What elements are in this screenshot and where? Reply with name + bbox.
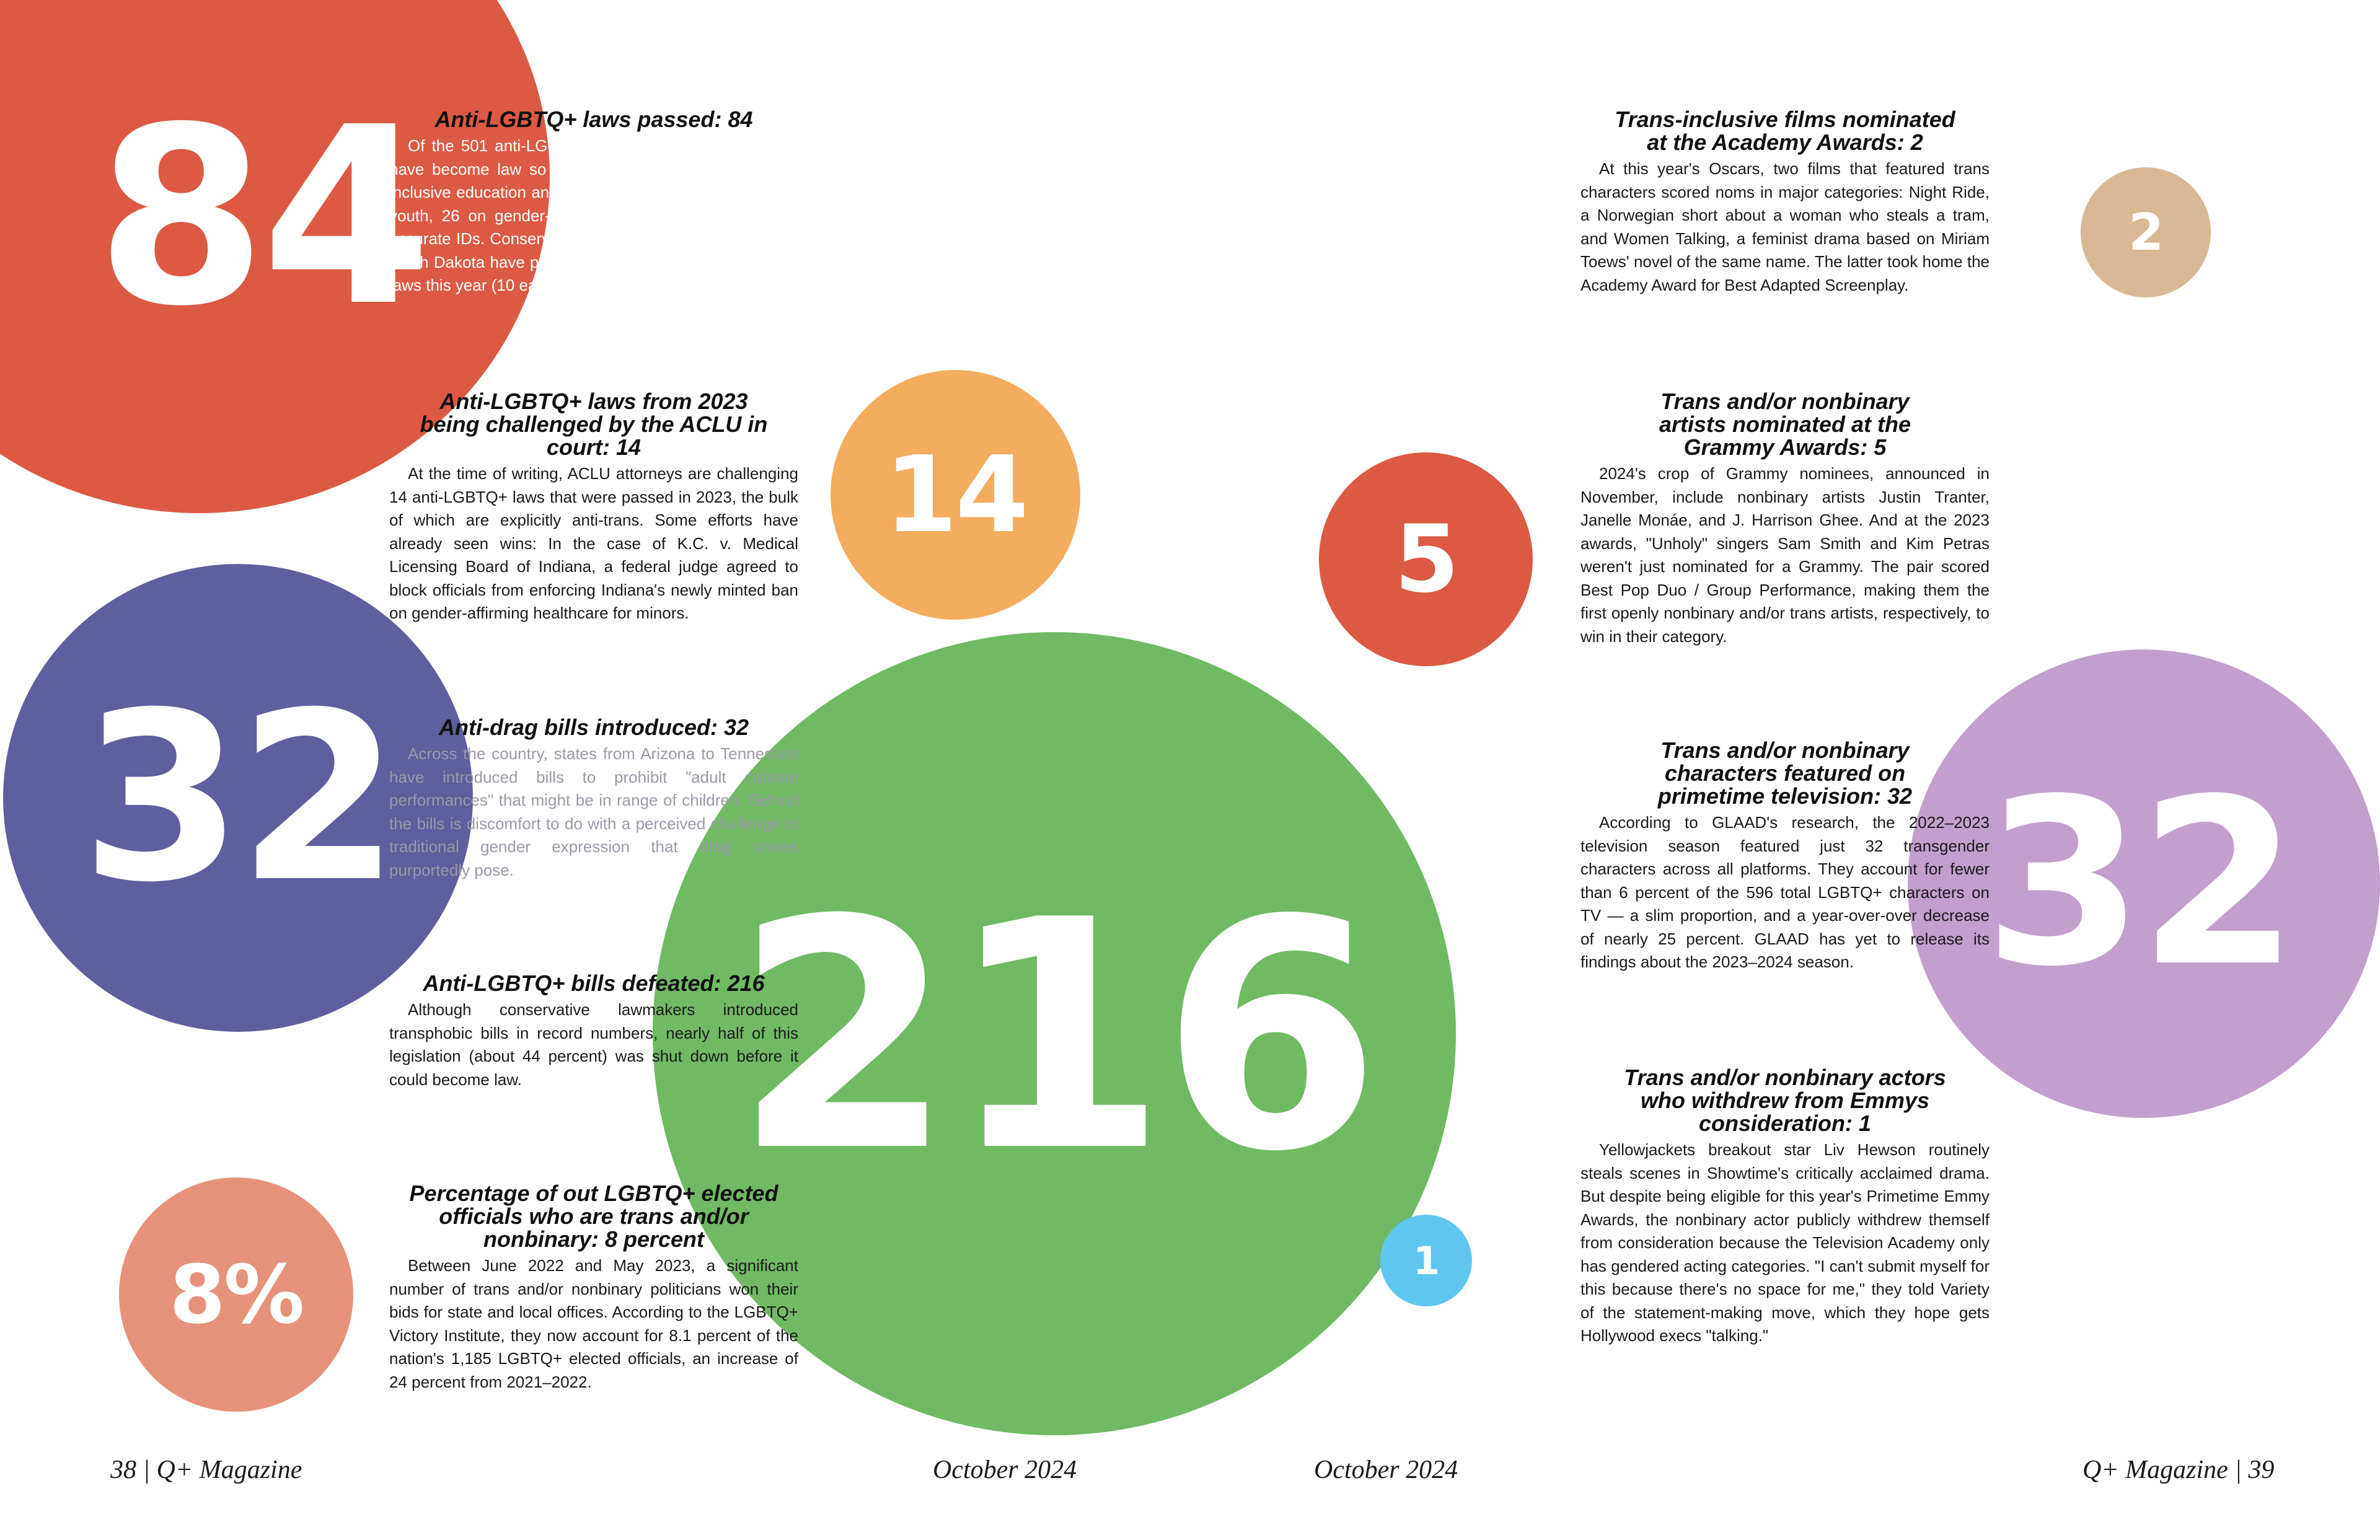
right-block-grammy-awards-title: Trans and/or nonbinary artists nominated at the Grammy Awards: 5 [1659,389,1911,460]
right-block-grammy-awards-body: 2024's crop of Grammy nominees, announced in November, include nonbinary artists Justin Tranter, Janelle Monáe, and J. Harrison Ghee. And at the 2023 awards, "Unholy" singers Sam Smith and Kim Petras weren't just nominated for a Grammy. The pair scored Best Pop Duo / Group Performance, making them the first openly nonbinary and/or trans artists, respectively, to win in their category. [1580,464,1990,646]
left-block-elected-officials [389,1182,798,1394]
left-block-elected-officials-body: Between June 2022 and May 2023, a significant number of trans and/or nonbinary politicians won their bids for state and local offices. According to the LGBTQ+ Victory Institute, they now account for 8.1 percent of the nation's 1,185 LGBTQ+ elected officials, an increase of 24 percent from 2021–2022. [389,1256,798,1391]
stat-1-number: 1 [1413,1238,1439,1283]
right-page-folio: Q+ Magazine | 39 [2082,1456,2275,1484]
right-block-emmys-title: Trans and/or nonbinary actors who withdrew from Emmys consideration: 1 [1624,1065,1946,1136]
left-block-bills-defeated [389,972,798,1091]
left-block-aclu-challenges-title: Anti-LGBTQ+ laws from 2023 being challenged by the ACLU in court: 14 [420,389,768,460]
left-block-aclu-challenges-body: At the time of writing, ACLU attorneys are challenging 14 anti-LGBTQ+ laws that were passed in 2023, the bulk of which are explicitly anti-trans. Some efforts have already seen wins: In the case of K.C. v. Medical Licensing Board of Indiana, a federal judge agreed to block officials from enforcing Indiana's newly minted ban on gender-affirming healthcare for minors. [389,464,798,622]
left-block-aclu-challenges [389,390,798,625]
left-block-laws-passed [389,108,798,297]
stat-84-number: 84 [96,75,427,360]
stat-2-number: 2 [2128,203,2163,262]
right-block-academy-awards-title: Trans-inclusive films nominated at the Academy Awards: 2 [1615,107,1955,155]
left-block-laws-passed-body: Of the 501 anti-LGBTQ+ bills introduced in 2023, 84 have become law so far. These include 34 attacks on inclusive education and access to school sports for trans youth, 26 on gender-affirming healthcare, and four on accurate IDs. Conservative lawmakers in Tennessee and North Dakota have passed the highest number of hateful laws this year (10 each). [389,136,798,294]
stat-circle-5 [1319,452,1533,666]
right-block-emmys-body: Yellowjackets breakout star Liv Hewson routinely steals scenes in Showtime's critically acclaimed drama. But despite being eligible for this year's Primetime Emmy Awards, the nonbinary actor publicly withdrew themself from consideration because the Television Academy only has gendered acting categories. "I can't submit myself for this because there's no space for me," they told Variety of the statement-making move, which they hope gets Hollywood execs "talking." [1580,1140,1990,1345]
right-block-emmys [1580,1066,1990,1348]
stat-14-number: 14 [884,433,1027,557]
stat-circle-8-percent [119,1177,353,1412]
left-block-bills-defeated-title: Anti-LGBTQ+ bills defeated: 216 [423,970,765,996]
stat-32-left-number: 32 [81,662,395,933]
right-block-grammy-awards [1580,390,1990,648]
stat-8-percent-number: 8% [169,1247,303,1342]
left-block-anti-drag-title: Anti-drag bills introduced: 32 [438,715,749,740]
stat-32-right-number: 32 [1983,750,2294,1017]
stat-circle-14 [831,370,1080,620]
left-page-date: October 2024 [933,1456,1077,1484]
stat-circle-2 [2081,167,2211,297]
right-block-primetime-tv-title: Trans and/or nonbinary characters featured on primetime television: 32 [1657,737,1913,809]
right-block-primetime-tv-body: According to GLAAD's research, the 2022–2023 television season featured just 32 transgender characters across all platforms. They account for fewer than 6 percent of the 596 total LGBTQ+ characters on TV — a slim proportion, and a year-over-over decrease of nearly 25 percent. GLAAD has yet to release its findings about the 2023–2024 season. [1580,813,1990,971]
right-block-academy-awards-body: At this year's Oscars, two films that featured trans characters scored noms in major categories: Night Ride, a Norwegian short about a woman who steals a tram, and Women Talking, a feminist drama based on Miriam Toews' novel of the same name. The latter took home the Academy Award for Best Adapted Screenplay. [1580,159,1990,294]
left-block-laws-passed-title: Anti-LGBTQ+ laws passed: 84 [434,107,753,132]
left-block-anti-drag [389,716,798,882]
right-page-date: October 2024 [1314,1456,1458,1484]
stat-216-number: 216 [734,853,1375,1221]
left-block-bills-defeated-body: Although conservative lawmakers introduced transphobic bills in record numbers, nearly half of this legislation (about 44 percent) was shut down before it could become law. [389,1000,798,1089]
right-block-academy-awards [1580,108,1990,297]
stat-5-number: 5 [1394,505,1458,614]
left-block-elected-officials-title: Percentage of out LGBTQ+ elected officials who are trans and/or nonbinary: 8 percent [409,1181,778,1252]
left-page-folio: 38 | Q+ Magazine [110,1456,302,1484]
left-block-anti-drag-body: Across the country, states from Arizona to Tennessee have introduced bills to prohibit "adult cabaret performances" that might be in range of children. Behind the bills is discomfort to do with a perceived challenge to traditional gender expression that drag shows purportedly pose. [389,744,798,879]
right-block-primetime-tv [1580,739,1990,974]
stat-circle-1 [1380,1215,1472,1306]
